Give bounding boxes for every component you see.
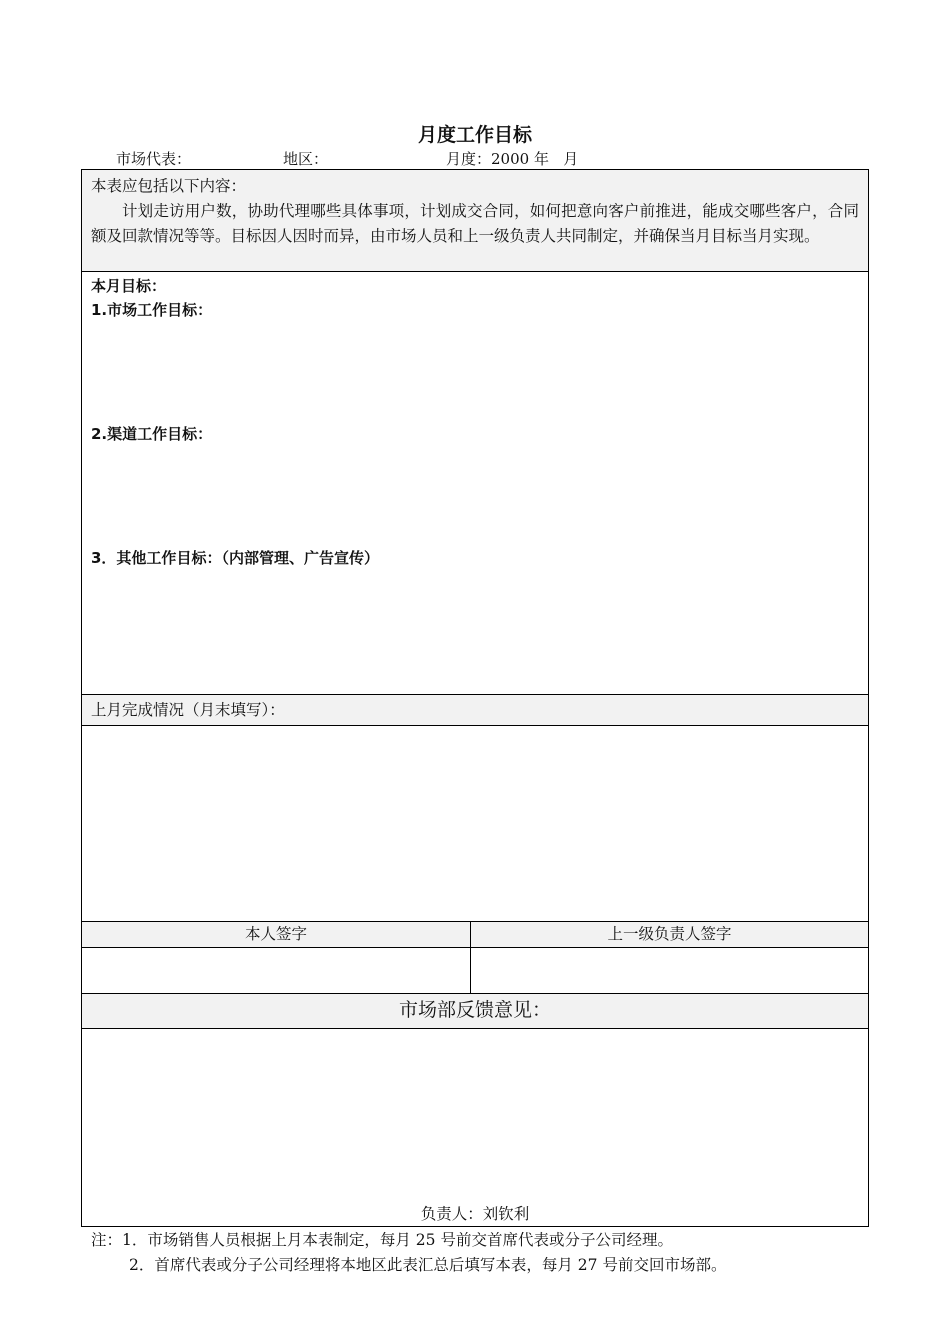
- last-month-heading: 上月完成情况（月末填写）：: [82, 694, 868, 725]
- self-signature-label: 本人签字: [82, 922, 471, 947]
- intro-body: 计划走访用户数，协助代理哪些具体事项，计划成交合同，如何把意向客户前推进，能成交哪些客户，合同额及回款情况等等。目标因人因时而异，由市场人员和上一级负责人共同制定，并确保当月目标当月实现。: [91, 202, 859, 245]
- superior-signature-label: 上一级负责人签字: [607, 925, 732, 943]
- goal-form: [81, 169, 869, 1227]
- market-goal-label: 1.市场工作目标：: [91, 301, 213, 319]
- rep-label: 市场代表：: [116, 150, 192, 168]
- feedback-field[interactable]: [82, 1028, 868, 1226]
- last-month-field[interactable]: [82, 725, 868, 921]
- goals-heading: 本月目标：: [91, 277, 167, 295]
- self-signature-field[interactable]: [82, 948, 471, 993]
- note-2: 2．首席代表或分子公司经理将本地区此表汇总后填写本表，每月 27 号前交回市场部。: [129, 1256, 727, 1274]
- signature-fields: [82, 947, 868, 993]
- intro-heading: 本表应包括以下内容：: [91, 177, 247, 195]
- goals-section[interactable]: [82, 271, 868, 694]
- notes: [91, 1228, 726, 1278]
- other-goal-label: 3．其他工作目标：（内部管理、广告宣传）: [91, 549, 379, 567]
- note-1: 注：1．市场销售人员根据上月本表制定，每月 25 号前交首席代表或分子公司经理。: [91, 1231, 673, 1249]
- signature-header: [82, 921, 868, 947]
- month-label: 月度：2000 年 月: [446, 150, 579, 168]
- region-label: 地区：: [283, 150, 329, 168]
- superior-signature-field[interactable]: [471, 948, 868, 993]
- page-title: 月度工作目标: [417, 124, 532, 146]
- intro-section: [82, 170, 868, 271]
- channel-goal-label: 2.渠道工作目标：: [91, 425, 213, 443]
- feedback-heading: 市场部反馈意见：: [82, 993, 868, 1028]
- responsible-person: 负责人：刘钦利: [420, 1205, 530, 1223]
